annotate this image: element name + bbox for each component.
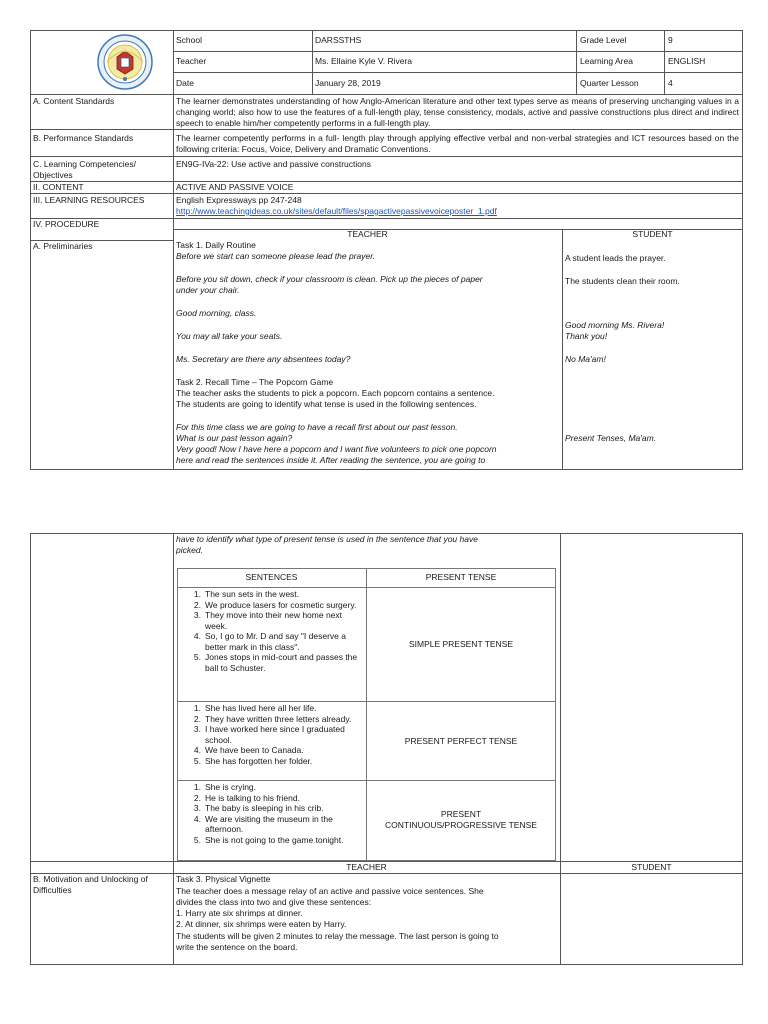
task3-text: write the sentence on the board. [176,942,298,952]
teacher-line: here and read the sentences inside it. After reading the sentence, you are going to [176,455,486,465]
teacher-value: Ms. Ellaine Kyle V. Rivera [315,56,413,66]
task2-text: The teacher asks the students to pick a popcorn. Each popcorn contains a sentence. [176,388,495,398]
sentence-item: 2. We produce lasers for cosmetic surgery. [193,599,357,610]
competencies-text: EN9G-IVa-22: Use active and passive constructions [176,159,371,169]
student-response: The students clean their room. [565,276,680,286]
sentence-item: 4. We are visiting the museum in the afternoon. [193,813,333,834]
grade-label: Grade Level [580,35,627,45]
present-perfect-label: PRESENT PERFECT TENSE [404,736,518,746]
date-value: January 28, 2019 [315,78,381,88]
teacher-line: Very good! Now I have here a popcorn and I want five volunteers to pick one popcorn [176,444,497,454]
simple-present-list [191,589,361,673]
simple-present-label: SIMPLE PRESENT TENSE [408,639,514,649]
teacher-line: You may all take your seats. [176,331,283,341]
student-response: Thank you! [565,331,608,341]
preliminaries-label: A. Preliminaries [33,241,93,251]
teacher-column-header: TEACHER [347,229,388,239]
lesson-plan-page-1 [30,30,743,470]
task3-title: Task 3. Physical Vignette [176,874,271,884]
quarter-label: Quarter Lesson [580,78,639,88]
teacher-line: under your chair. [176,285,240,295]
student-response: No Ma'am! [565,354,606,364]
teacher-line: For this time class we are going to have a recall first about our past lesson. [176,422,458,432]
student-response: Present Tenses, Ma'am. [565,433,657,443]
area-label: Learning Area [580,56,633,66]
sentence-item: 4. So, I go to Mr. D and say "I deserve a better mark in this class". [193,631,346,652]
sentence-item: 5. She is not going to the game tonight. [193,834,344,845]
tense-column-header: PRESENT TENSE [425,572,497,582]
student-column-header: STUDENT [632,229,673,239]
teacher-line: have to identify what type of present tense is used in the sentence that you have [176,534,478,544]
school-label: School [176,35,202,45]
quarter-value: 4 [668,78,673,88]
task1-title: Task 1. Daily Routine [176,240,256,250]
teacher-column-header: TEACHER [346,862,387,872]
student-column-header: STUDENT [631,862,672,872]
sentence-item: 3. They move into their new home next week. [193,610,343,631]
resources-label: III. LEARNING RESOURCES [33,195,145,205]
present-tense-table [177,568,556,861]
teacher-line: Ms. Secretary are there any absentees today? [176,354,351,364]
task3-text: The teacher does a message relay of an active and passive voice sentences. She [176,886,484,896]
sentence-item: 1. She has lived here all her life. [193,703,317,713]
task2-title: Task 2. Recall Time – The Popcorn Game [176,377,334,387]
performance-standards-label: B. Performance Standards [33,133,134,143]
present-continuous-label-b: CONTINUOUS/PROGRESSIVE TENSE [385,820,537,830]
task3-text: 2. At dinner, six shrimps were eaten by Harry. [176,919,347,929]
present-continuous-label-a: PRESENT [440,809,482,819]
sentence-item: 3. The baby is sleeping in his crib. [193,803,324,813]
resources-text: English Expressways pp 247-248 [176,195,302,205]
teacher-line: Good morning, class. [176,308,257,318]
sentence-item: 1. The sun sets in the west. [193,589,300,599]
student-response: A student leads the prayer. [565,253,666,263]
lesson-plan-page-2 [30,533,743,965]
present-continuous-list [191,782,361,845]
school-seal-logo [95,33,155,91]
sentence-item: 2. They have written three letters already. [193,713,352,724]
teacher-line: Before we start can someone please lead the prayer. [176,251,376,261]
task3-text: 1. Harry ate six shrimps at dinner. [176,908,303,918]
sentence-item: 1. She is crying. [193,782,257,792]
content-standards-text: The learner demonstrates understanding of how Anglo-American literature and other text types serve as means of preserving unchanging values in a changing world; also how to use the features of a full-length play, tense consistency, modals, active and passive constructions plus direct and indirect speech to enable him/her competently performs in a full-length play. [176,96,739,128]
task3-text: The students will be given 2 minutes to relay the message. The last person is going to [176,931,499,941]
resources-link[interactable]: http://www.teachingideas.co.uk/sites/default/files/spagactivepassivevoiceposter_1.pdf [176,206,497,216]
task3-text: divides the class into two and give these sentences: [176,897,372,907]
competencies-label: C. Learning Competencies/ Objectives [33,159,137,180]
teacher-line: What is our past lesson again? [176,433,293,443]
content-text: ACTIVE AND PASSIVE VOICE [176,182,294,192]
performance-standards-text: The learner competently performs in a full- length play through applying effective verbal and non-verbal strategies and ICT resources based on the following criteria: Focus, Voice, Delivery and Dramatic Conventions. [176,133,739,154]
sentence-item: 5. Jones stops in mid-court and passes the ball to Schuster. [193,652,358,673]
student-response: Good morning Ms. Rivera! [565,320,665,330]
teacher-label: Teacher [176,56,207,66]
motivation-label: B. Motivation and Unlocking of Difficulties [33,874,148,895]
sentence-item: 4. We have been to Canada. [193,745,304,755]
task2-text: The students are going to identify what tense is used in the following sentences. [176,399,477,409]
sentences-column-header: SENTENCES [245,572,298,582]
content-standards-label: A. Content Standards [33,96,115,106]
sentence-item: 2. He is talking to his friend. [193,792,300,803]
sentence-item: 3. I have worked here since I graduated school. [193,724,345,745]
date-label: Date [176,78,194,88]
procedure-label: IV. PROCEDURE [33,219,100,229]
school-value: DARSSTHS [315,35,362,45]
content-label: II. CONTENT [33,182,84,192]
present-perfect-list [191,703,361,766]
grade-value: 9 [668,35,673,45]
teacher-line: picked. [176,545,203,555]
teacher-line: Before you sit down, check if your classroom is clean. Pick up the pieces of paper [176,274,483,284]
sentence-item: 5. She has forgotten her folder. [193,755,313,766]
area-value: ENGLISH [668,56,706,66]
